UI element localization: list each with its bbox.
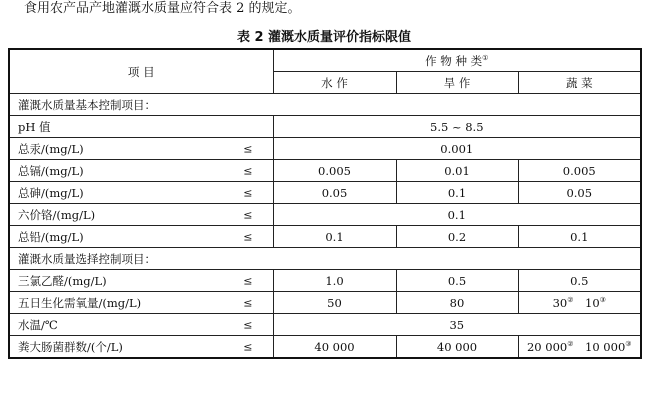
value-cell-vegetable — [518, 336, 641, 359]
item-name: 六价铬/(mg/L) — [18, 207, 96, 222]
section-title-row — [9, 94, 641, 116]
section-title: 灌溉水质量基本控制项目： — [9, 94, 641, 116]
value-cell: 40 000 — [273, 336, 396, 359]
note-marker: ③ — [625, 339, 632, 348]
item-name: 总铅/(mg/L) — [18, 229, 84, 244]
value-cell: 0.05 — [273, 182, 396, 204]
irrigation-water-quality-table — [8, 48, 642, 359]
table-row — [9, 292, 641, 314]
value-cell: 0.1 — [273, 226, 396, 248]
table-row — [9, 314, 641, 336]
table-row — [9, 336, 641, 359]
value-cell: 0.05 — [518, 182, 641, 204]
less-or-equal-sign: ≤ — [243, 186, 253, 199]
table-row — [9, 226, 641, 248]
table-row — [9, 138, 641, 160]
table-caption: 表 2 灌溉水质量评价指标限值 — [236, 30, 412, 45]
value-cell: 50 — [273, 292, 396, 314]
row-item — [9, 116, 273, 138]
intro-text: 食用农产品产地灌溉水质量应符合表 2 的规定。 — [24, 1, 301, 16]
vegetable-value: 10 000 — [585, 339, 626, 354]
note-marker: ③ — [599, 295, 606, 304]
vegetable-value: 30 — [552, 295, 568, 310]
header-item: 项 目 — [9, 49, 273, 94]
less-or-equal-sign: ≤ — [243, 164, 253, 177]
value-cell: 0.1 — [396, 182, 518, 204]
value-cell: 40 000 — [396, 336, 518, 359]
header-col-paddy: 水 作 — [273, 72, 396, 94]
less-or-equal-sign: ≤ — [243, 208, 253, 221]
header-col-dry: 旱 作 — [396, 72, 518, 94]
value-cell: 0.01 — [396, 160, 518, 182]
item-name: 总镉/(mg/L) — [18, 163, 84, 178]
note-1-marker: ① — [482, 53, 489, 62]
item-name: 总砷/(mg/L) — [18, 185, 84, 200]
less-or-equal-sign: ≤ — [243, 296, 253, 309]
header-row-1 — [9, 49, 641, 72]
value-cell: 0.5 — [396, 270, 518, 292]
header-crop-type: 作 物 种 类① — [273, 49, 641, 72]
value-cell: 80 — [396, 292, 518, 314]
table-row — [9, 116, 641, 138]
table-row — [9, 160, 641, 182]
less-or-equal-sign: ≤ — [243, 274, 253, 287]
section-title: 灌溉水质量选择控制项目： — [9, 248, 641, 270]
value-cell: 0.005 — [273, 160, 396, 182]
item-name: 水温/℃ — [18, 317, 58, 332]
note-marker: ② — [567, 339, 574, 348]
item-name: 三氯乙醛/(mg/L) — [18, 273, 107, 288]
value-cell: 0.1 — [518, 226, 641, 248]
row-item — [9, 336, 273, 359]
value-cell-vegetable — [518, 292, 641, 314]
merged-value: 0.001 — [273, 138, 641, 160]
section-title-row — [9, 248, 641, 270]
row-item — [9, 182, 273, 204]
table-row — [9, 182, 641, 204]
row-item — [9, 204, 273, 226]
less-or-equal-sign: ≤ — [243, 142, 253, 155]
table-row — [9, 204, 641, 226]
item-name: 总汞/(mg/L) — [18, 141, 84, 156]
row-item — [9, 138, 273, 160]
merged-value: 5.5 ~ 8.5 — [273, 116, 641, 138]
row-item — [9, 292, 273, 314]
row-item — [9, 160, 273, 182]
row-item — [9, 270, 273, 292]
item-name: 五日生化需氧量/(mg/L) — [18, 295, 142, 310]
row-item — [9, 226, 273, 248]
item-name: 粪大肠菌群数/(个/L) — [18, 339, 123, 354]
note-marker: ② — [567, 295, 574, 304]
merged-value: 35 — [273, 314, 641, 336]
value-cell: 0.5 — [518, 270, 641, 292]
less-or-equal-sign: ≤ — [243, 230, 253, 243]
value-cell: 1.0 — [273, 270, 396, 292]
merged-value: 0.1 — [273, 204, 641, 226]
less-or-equal-sign: ≤ — [243, 318, 253, 331]
item-name: pH 值 — [18, 119, 51, 134]
value-cell: 0.005 — [518, 160, 641, 182]
value-cell: 0.2 — [396, 226, 518, 248]
less-or-equal-sign: ≤ — [243, 340, 253, 353]
row-item — [9, 314, 273, 336]
vegetable-value: 20 000 — [526, 339, 568, 354]
vegetable-value: 10 — [585, 295, 600, 310]
header-col-vegetable: 蔬 菜 — [518, 72, 641, 94]
table-row — [9, 270, 641, 292]
